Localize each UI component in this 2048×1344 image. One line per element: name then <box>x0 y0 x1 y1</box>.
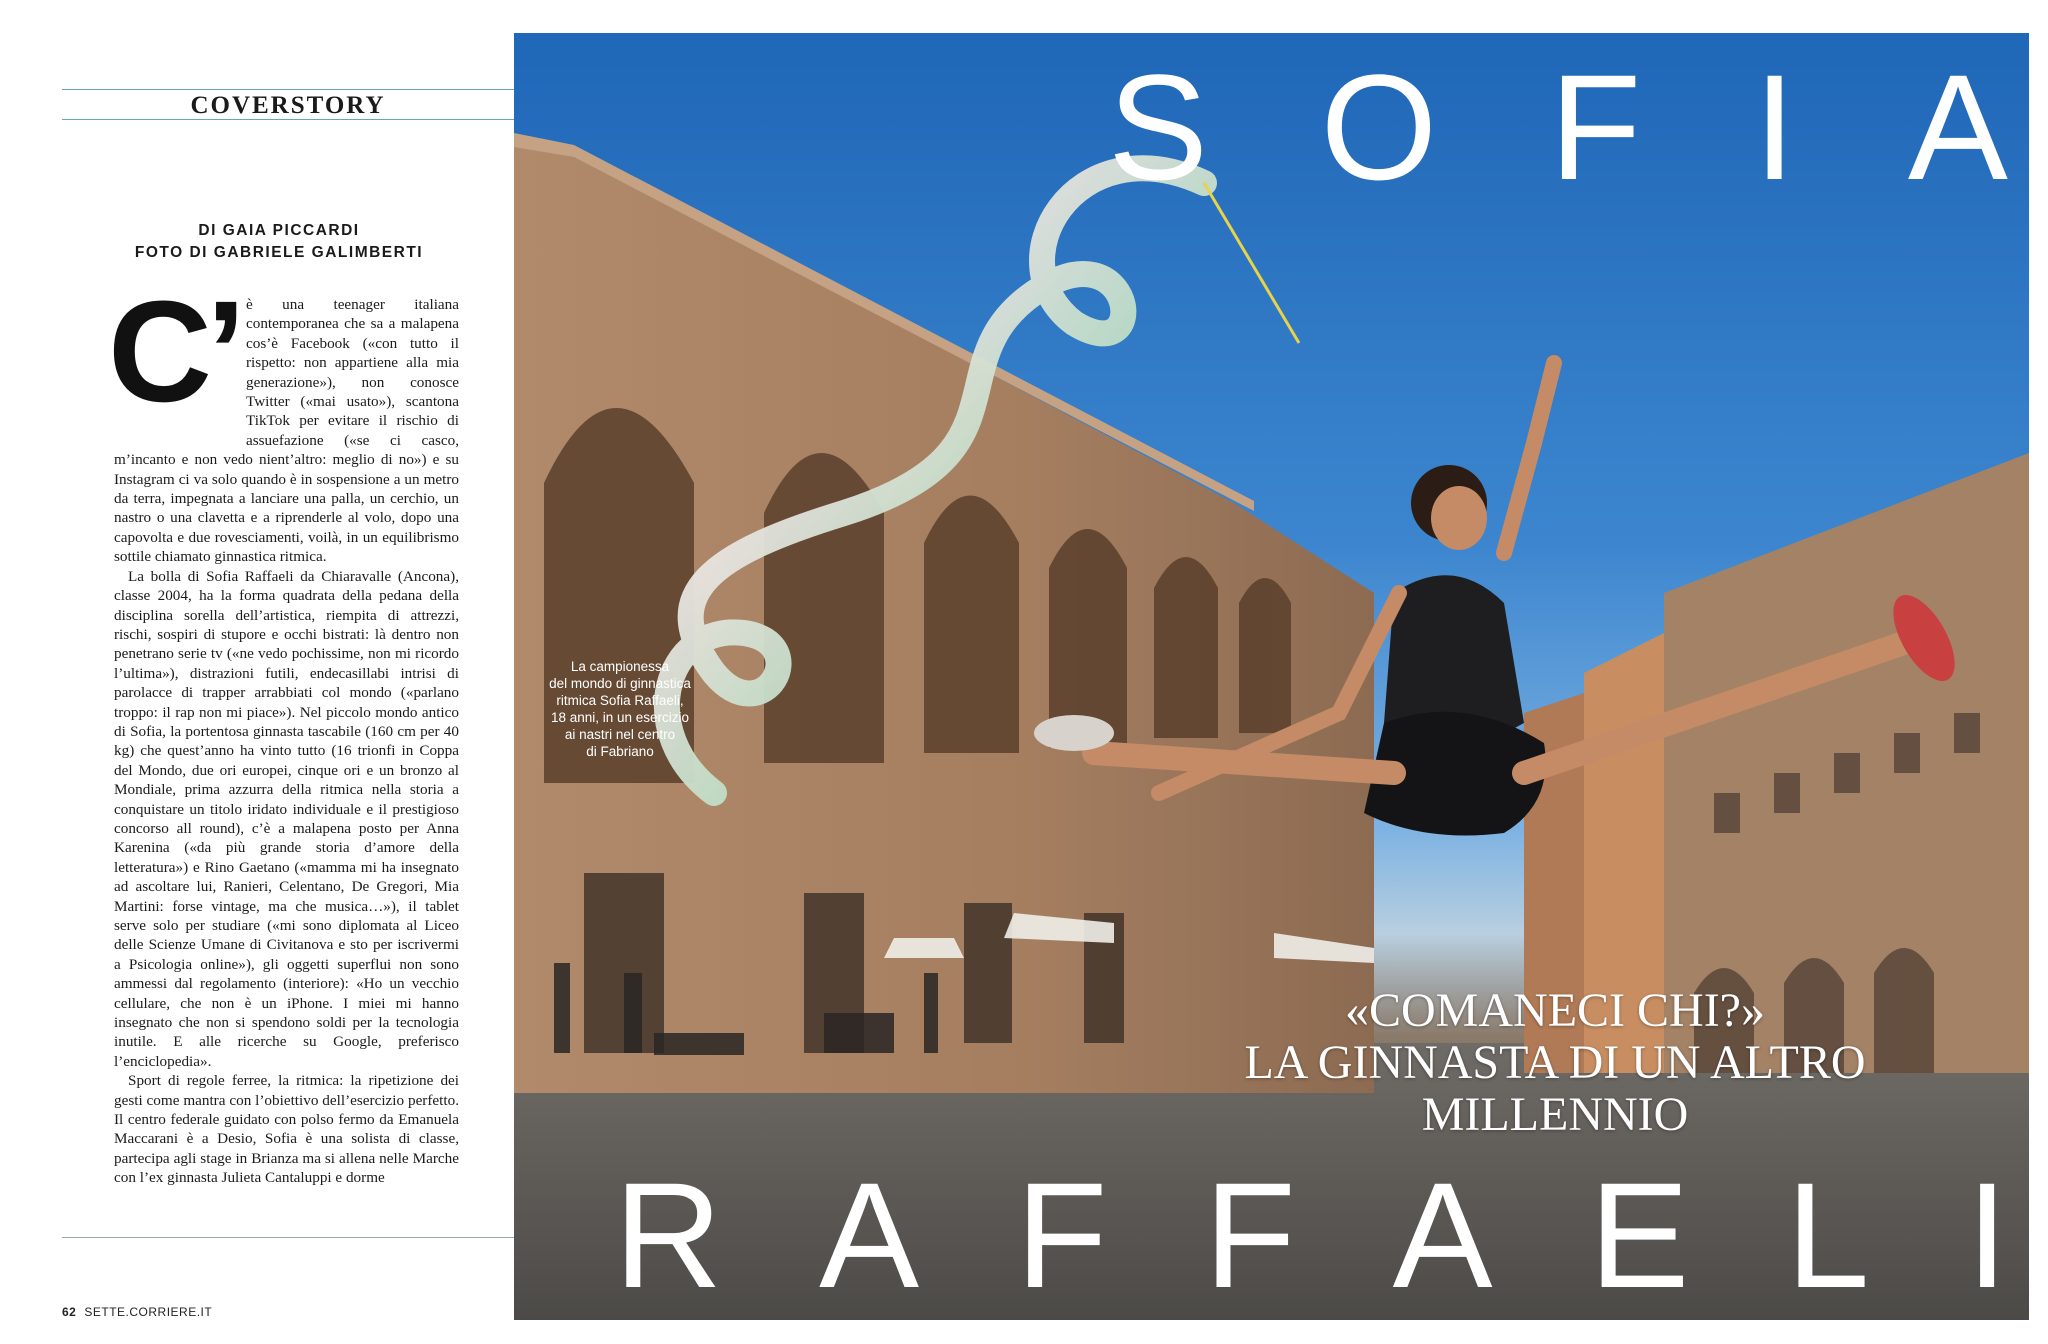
title-letter: S <box>1108 43 1209 211</box>
title-letter: I <box>1753 43 1796 211</box>
caption-line: del mondo di ginnastica <box>549 676 691 691</box>
title-letter: F <box>1204 1151 1296 1319</box>
byline-photographer: FOTO DI GABRIELE GALIMBERTI <box>134 244 424 261</box>
headline-line: LA GINNASTA DI UN ALTRO <box>1244 1036 1866 1089</box>
headline <box>1170 985 1940 1141</box>
title-letter: L <box>1786 1151 1870 1319</box>
title-letter: F <box>1015 1151 1108 1319</box>
title-letter: F <box>1549 43 1642 211</box>
headline-line: MILLENNIO <box>1421 1088 1689 1141</box>
caption-line: ritmica Sofia Raffaeli, <box>556 693 684 708</box>
caption-line: La campionessa <box>570 659 670 674</box>
footer-rule <box>62 1237 514 1238</box>
dropcap-spacer <box>114 295 246 445</box>
header-rule-top <box>62 89 514 90</box>
section-label: COVERSTORY <box>190 92 386 119</box>
header-rule-bottom <box>62 119 514 120</box>
title-letter: O <box>1320 43 1438 211</box>
article-paragraph: Sport di regole ferree, la ritmica: la ripetizione dei gesti come mantra con l’obiettivo dell’esercizio perfetto. Il centro federale guidato con polso fermo da Emanuela Maccarani è a Desio, Sofia è una solista di classe, partecipa agli stage in Brianza ma si allena nelle Marche con l’ex ginnasta Julieta Cantaluppi e dorme <box>114 1072 459 1187</box>
title-letter: A <box>819 1151 920 1319</box>
title-first-name <box>1108 43 2008 211</box>
drop-cap: C’ <box>108 271 240 432</box>
title-last-name <box>614 1151 2008 1319</box>
title-letter: I <box>1966 1151 2008 1319</box>
caption-line: 18 anni, in un esercizio <box>550 710 690 725</box>
site-name: SETTE.CORRIERE.IT <box>84 1305 213 1319</box>
title-letter: A <box>1392 1151 1493 1319</box>
title-letter: A <box>1907 43 2008 211</box>
byline-author: DI GAIA PICCARDI <box>198 222 360 239</box>
byline <box>120 220 438 264</box>
caption-line: di Fabriano <box>586 744 654 759</box>
article-paragraph: La bolla di Sofia Raffaeli da Chiaravalle (Ancona), classe 2004, ha la forma quadrata della pedana della disciplina sorella dell’artistica, riempita di attrezzi, rischi, sospiri di stupore e occhi bistrati: là dentro non penetrano serie tv («ne vedo pochissime, non mi ricordo l’ultima»), distrazioni futili, endecasillabi intrisi di parolacce di trapper arrabbiati col mondo («parlano troppo: il rap non mi piace»). Nel piccolo mondo antico di Sofia, la portentosa ginnasta tascabile (160 cm per 40 kg) che quest’anno ha vinto tutto (16 trionfi in Coppa del Mondo, due ori europei, cinque ori e un bronzo al Mondiale, prima azzurra della ritmica nella storia a conquistare un titolo iridato individuale e il prestigioso concorso all round), c’è a malapena posto per Anna Karenina («da più grande storia d’amore della letteratura») e Rino Gaetano («mamma mi ha insegnato ad ascoltare lui, Ranieri, Celentano, De Gregori, Mia Martini: forse vintage, ma che musica…»), il tablet serve solo per studiare («mi sono diplomata al Liceo delle Scienze Umane di Civitanova e sto per iscrivermi a Psicologia online»), gli oggetti superflui non sono ammessi dal regolamento (interiore): «Ho un vecchio cellulare, che non è un iPhone. I miei mi hanno insegnato che non si spendono soldi per la tecnologia inutile. E alle ricerche su Google, preferisco l’enciclopedia». <box>114 567 459 1070</box>
headline-quote: «COMANECI CHI?» <box>1345 984 1765 1037</box>
article-paragraph: è una teenager italiana contemporanea che sa a malapena cos’è Facebook («con tutto il rispetto: non appartiene alla mia generazione»), non conosce Twitter («mai usato»), scantona TikTok per evitare il rischio di assuefazione («se ci casco, m’incanto e non vedo nient’altro: meglio di no») e su Instagram ci va solo quando è in sospensione a un metro da terra, impegnata a lanciare una palla, un cerchio, un nastro o una clavetta e a riprenderle al volo, dopo una capovolta e due rovesciamenti, voilà, in un equilibrismo sottile chiamato ginnastica ritmica. <box>114 296 459 566</box>
photo-caption <box>530 658 710 760</box>
title-letter: R <box>614 1151 723 1319</box>
title-letter: E <box>1589 1151 1690 1319</box>
caption-line: ai nastri nel centro <box>564 727 676 742</box>
page-number: 62 <box>62 1305 77 1319</box>
article-body <box>114 295 459 1188</box>
page-footer <box>62 1305 212 1319</box>
